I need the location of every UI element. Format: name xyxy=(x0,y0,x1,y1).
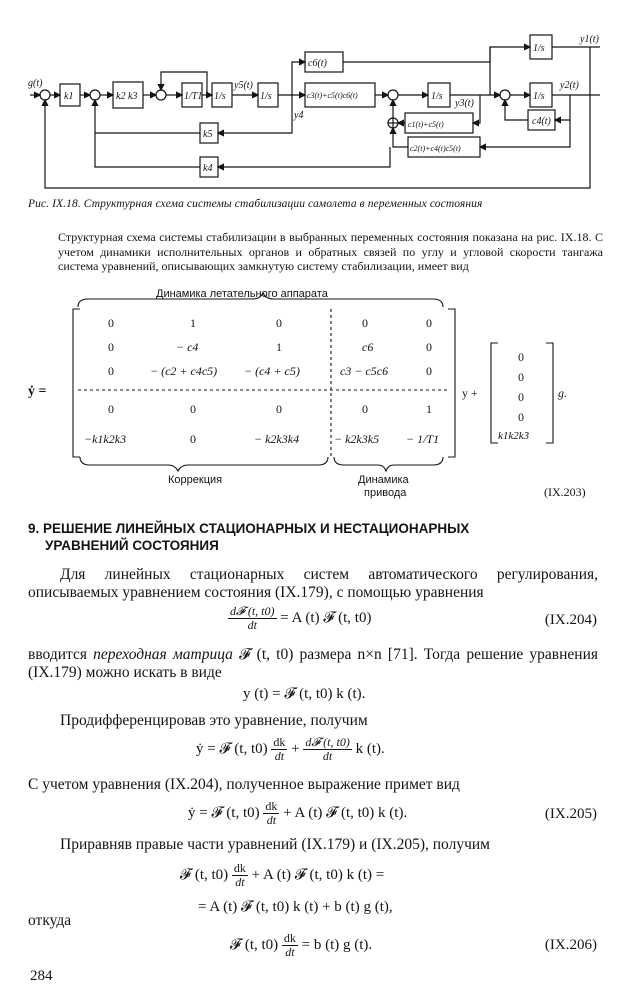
label-drive-1: Динамика xyxy=(358,474,409,486)
eqdiff-den1: dt xyxy=(274,749,285,763)
eq206-lhs: 𝓕 (t, t0) xyxy=(230,936,279,953)
eqdiff-den2: dt xyxy=(322,749,333,763)
m-r5c4: − k2k3k5 xyxy=(334,432,380,446)
eq-number-204: (IX.204) xyxy=(544,612,597,628)
eq206-tail: = b (t) g (t). xyxy=(301,936,373,953)
m-r3c3: − (c4 + c5) xyxy=(244,364,300,378)
m-r1c3: 0 xyxy=(276,316,282,330)
label-y1: y1(t) xyxy=(580,34,599,45)
eqdiff-tail: k (t). xyxy=(355,740,385,757)
m-r3c1: 0 xyxy=(108,364,114,378)
paragraph-2 xyxy=(28,646,598,682)
paragraph-2-a: вводится xyxy=(28,646,94,663)
paragraph-3 xyxy=(28,712,598,730)
m-r3c4: c3 − c5c6 xyxy=(340,364,389,378)
eqeq1-den: dt xyxy=(235,875,245,889)
m-r1c2: 1 xyxy=(190,316,196,330)
v-4: 0 xyxy=(518,410,524,424)
equation-equal-2: = A (t) 𝓕 (t, t0) k (t) + b (t) g (t), xyxy=(198,899,393,915)
paragraph-2-term: переходная матрица xyxy=(93,646,233,663)
label-y4: y4 xyxy=(294,110,304,121)
eqdiff-num1: dk xyxy=(273,735,286,749)
state-matrix-equation xyxy=(28,285,608,500)
eqdiff-lhs: ẏ = 𝓕 (t, t0) xyxy=(196,740,268,757)
block-integrator-3-label: 1/s xyxy=(431,91,443,102)
eqdiff-num2: d𝓕 (t, t0) xyxy=(305,735,350,749)
vector-g: g. xyxy=(558,386,567,400)
m-r5c3: − k2k3k4 xyxy=(254,432,300,446)
m-r4c3: 0 xyxy=(276,402,282,416)
block-c6-label: c6(t) xyxy=(308,58,327,69)
page-number: 284 xyxy=(30,968,53,984)
eqdiff-frac1 xyxy=(271,736,287,763)
paragraph-3-text: Продифференцировав это уравнение, получим xyxy=(60,712,368,729)
eqeq1-tail: + A (t) 𝓕 (t, t0) k (t) = xyxy=(251,866,385,883)
label-correction: Коррекция xyxy=(168,474,223,486)
m-r2c2: − c4 xyxy=(176,340,199,354)
eq206-num: dk xyxy=(283,931,296,945)
block-integrator-1-label: 1/s xyxy=(214,91,226,102)
section-heading-line1: 9. РЕШЕНИЕ ЛИНЕЙНЫХ СТАЦИОНАРНЫХ И НЕСТАЦИОНАРНЫХ xyxy=(28,521,470,536)
m-r4c2: 0 xyxy=(190,402,196,416)
block-c2c4c5-label: c2(t)+c4(t)c5(t) xyxy=(410,144,461,153)
eq204-num: d𝓕 (t, t0) xyxy=(230,604,275,618)
paragraph-2-c: 𝓕 (t, t0) размера n×n [71]. Тогда решение уравнения (IX.179) можно искать в виде xyxy=(28,646,599,681)
m-r4c5: 1 xyxy=(426,402,432,416)
label-y5: y5(t) xyxy=(234,80,253,91)
eq204-den: dt xyxy=(247,618,257,632)
block-k4-label: k4 xyxy=(203,163,213,174)
vector-y-plus: y + xyxy=(462,386,478,400)
m-r5c5: − 1/T1 xyxy=(406,432,440,446)
paragraph-4-text: С учетом уравнения (IX.204), полученное выражение примет вид xyxy=(28,776,460,793)
v-1: 0 xyxy=(518,350,524,364)
figure-caption: Рис. IX.18. Структурная схема системы стабилизации самолета в переменных состояния xyxy=(28,198,483,210)
m-r2c4: c6 xyxy=(362,340,374,354)
m-r2c1: 0 xyxy=(108,340,114,354)
v-2: 0 xyxy=(518,370,524,384)
m-r1c4: 0 xyxy=(362,316,368,330)
label-y2: y2(t) xyxy=(560,80,579,91)
v-3: 0 xyxy=(518,390,524,404)
block-integrator-5-label: 1/s xyxy=(533,43,545,54)
otkuda-text: откуда xyxy=(28,912,72,929)
m-r3c5: 0 xyxy=(426,364,432,378)
v-5: k1k2k3 xyxy=(498,430,530,442)
block-k5-label: k5 xyxy=(203,129,213,140)
intro-text: Структурная схема системы стабилизации в выбранных переменных состояния показана на рис. IX.18. С учетом динамики исполнительных органов и обратных связей по углу и угловой скорости тангажа система уравнений, описывающих замкнутую систему стабилизации, имеет вид xyxy=(58,230,603,273)
block-k2k3-label: k2 k3 xyxy=(116,91,138,102)
m-r1c1: 0 xyxy=(108,316,114,330)
word-otkuda xyxy=(28,912,598,930)
label-aircraft-dynamics: Динамика летательного аппарата xyxy=(156,288,328,300)
label-y3: y3(t) xyxy=(455,98,474,109)
eq205-frac xyxy=(263,800,279,827)
eqdiff-frac2 xyxy=(303,736,352,763)
paragraph-4 xyxy=(28,776,598,794)
equation-204 xyxy=(228,605,371,632)
matrix-lhs: ẏ = xyxy=(28,384,47,399)
paragraph-1-text: Для линейных стационарных систем автоматического регулирования, описываемых уравнением состояния (IX.179), с помощью уравнения xyxy=(28,566,598,601)
block-diagram xyxy=(0,0,630,200)
block-c3c5c6-label: c3(t)+c5(t)c6(t) xyxy=(307,91,358,100)
eq-number-205: (IX.205) xyxy=(544,806,597,822)
block-1-over-T1-label: 1/T1 xyxy=(184,91,203,102)
block-k1-label: k1 xyxy=(64,91,74,102)
eq206-den: dt xyxy=(285,945,295,959)
equation-equal-1 xyxy=(180,862,384,889)
m-r4c4: 0 xyxy=(362,402,368,416)
block-c4-label: c4(t) xyxy=(532,116,551,127)
eq205-num: dk xyxy=(265,799,278,813)
section-heading xyxy=(28,520,469,554)
equation-206 xyxy=(230,932,372,959)
m-r4c1: 0 xyxy=(108,402,114,416)
eq-number-206: (IX.206) xyxy=(544,937,597,953)
eq204-rhs: = A (t) 𝓕 (t, t0) xyxy=(280,609,372,626)
eqeq1-frac xyxy=(232,862,248,889)
eq-number-203: (IX.203) xyxy=(544,485,586,499)
equation-y: y (t) = 𝓕 (t, t0) k (t). xyxy=(243,686,366,702)
paragraph-5-text: Приравняв правые части уравнений (IX.179) и (IX.205), получим xyxy=(60,836,490,853)
m-r5c2: 0 xyxy=(190,432,196,446)
eq205-den: dt xyxy=(266,813,277,827)
m-r5c1: −k1k2k3 xyxy=(84,432,127,446)
eq204-fraction xyxy=(228,605,277,632)
eq206-frac xyxy=(282,932,298,959)
label-drive-2: привода xyxy=(364,487,407,499)
intro-paragraph xyxy=(58,230,603,274)
paragraph-5 xyxy=(28,836,598,854)
m-r2c3: 1 xyxy=(276,340,282,354)
block-c1c5-label: c1(t)+c5(t) xyxy=(408,120,444,129)
block-integrator-4-label: 1/s xyxy=(533,91,545,102)
eqeq1-lhs: 𝓕 (t, t0) xyxy=(180,866,229,883)
m-r2c5: 0 xyxy=(426,340,432,354)
m-r1c5: 0 xyxy=(426,316,432,330)
m-r3c2: − (c2 + c4c5) xyxy=(150,364,218,378)
block-integrator-2-label: 1/s xyxy=(260,91,272,102)
equation-diff xyxy=(196,736,385,763)
eq205-tail: + A (t) 𝓕 (t, t0) k (t). xyxy=(283,804,408,821)
eqdiff-plus: + xyxy=(291,740,300,757)
eq205-lhs: ẏ = 𝓕 (t, t0) xyxy=(188,804,260,821)
section-heading-line2: УРАВНЕНИЙ СОСТОЯНИЯ xyxy=(45,538,219,553)
paragraph-1 xyxy=(28,566,598,602)
eqeq1-num: dk xyxy=(233,861,246,875)
label-g-input: g(t) xyxy=(28,78,43,89)
equation-205 xyxy=(188,800,407,827)
